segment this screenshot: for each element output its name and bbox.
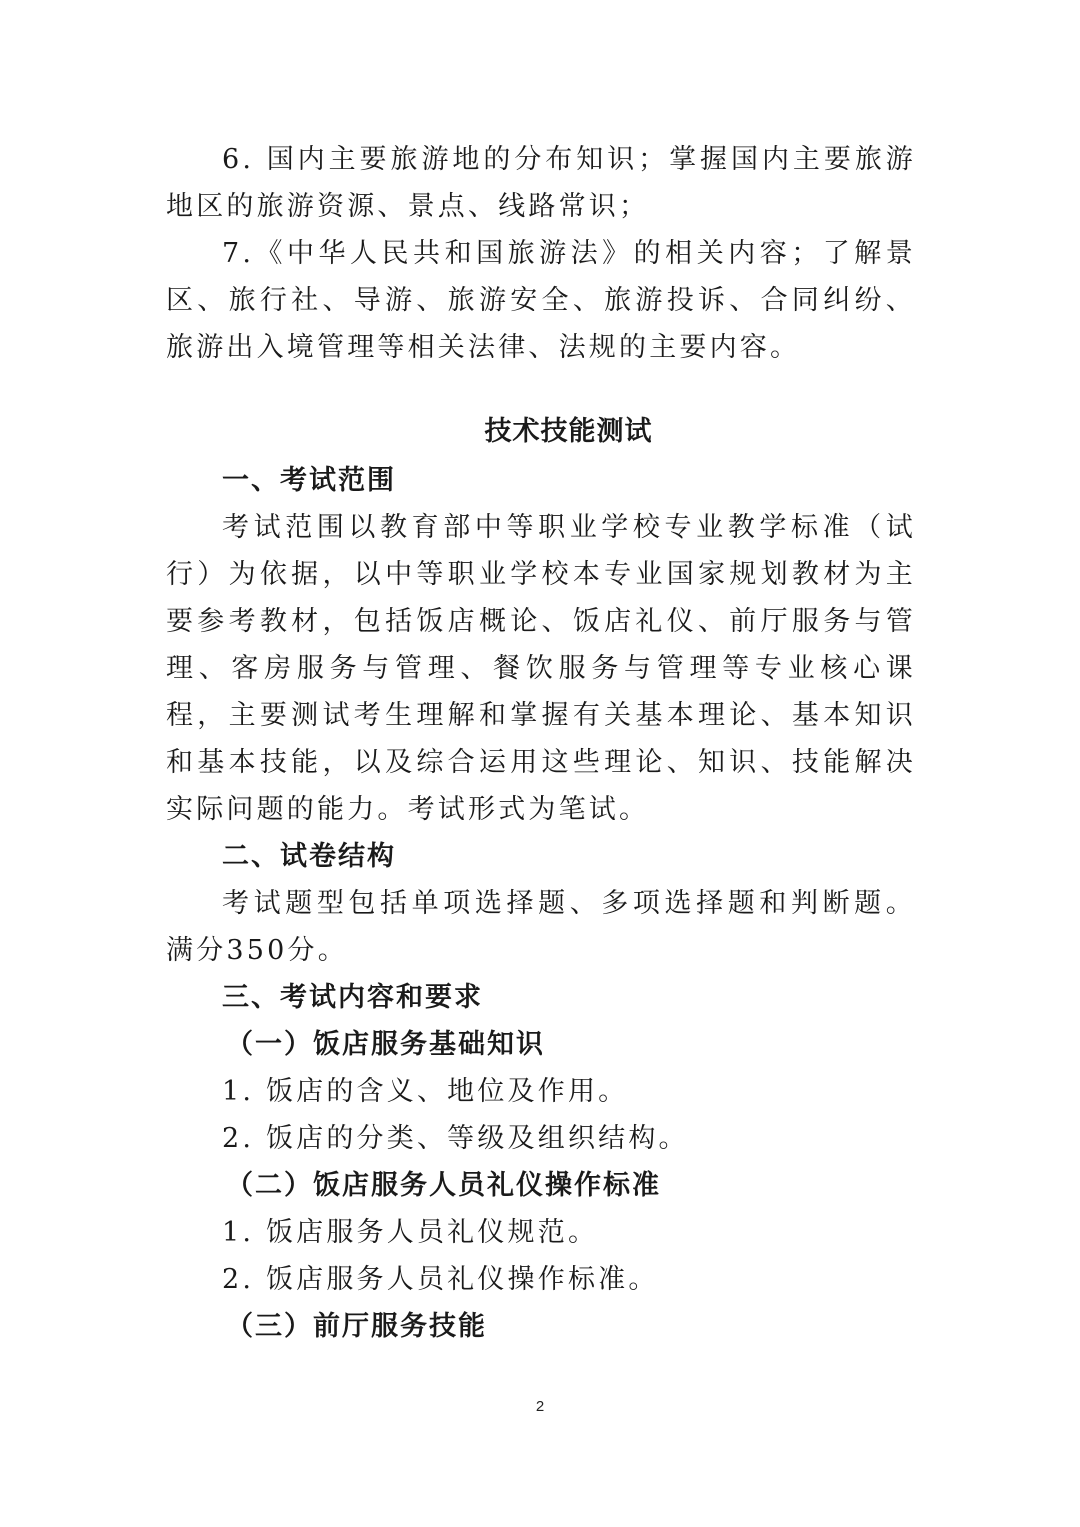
list-item: 1. 饭店的含义、地位及作用。 — [222, 1076, 629, 1107]
list-item: 2. 饭店的分类、等级及组织结构。 — [222, 1123, 689, 1154]
list-item: 2. 饭店服务人员礼仪操作标准。 — [222, 1264, 659, 1295]
page-number: 2 — [535, 1398, 545, 1415]
subheading-front-office: （三）前厅服务技能 — [226, 1311, 487, 1342]
heading-exam-scope: 一、考试范围 — [222, 465, 396, 496]
spacer — [166, 371, 916, 407]
paragraph-item-7: 7.《中华人民共和国旅游法》的相关内容；了解景区、旅行社、导游、旅游安全、旅游投诉、合同纠纷、旅游出入境管理等相关法律、法规的主要内容。 — [166, 238, 916, 363]
page-content — [166, 136, 916, 1350]
paragraph-paper-structure: 考试题型包括单项选择题、多项选择题和判断题。满分350分。 — [166, 888, 916, 966]
heading-paper-structure: 二、试卷结构 — [222, 841, 396, 872]
section-title: 技术技能测试 — [484, 416, 653, 447]
heading-exam-content: 三、考试内容和要求 — [222, 982, 483, 1013]
subheading-hotel-basics: （一）饭店服务基础知识 — [226, 1029, 545, 1060]
list-item: 1. 饭店服务人员礼仪规范。 — [222, 1217, 599, 1248]
subheading-etiquette: （二）饭店服务人员礼仪操作标准 — [226, 1170, 661, 1201]
paragraph-item-6: 6. 国内主要旅游地的分布知识；掌握国内主要旅游地区的旅游资源、景点、线路常识； — [166, 144, 916, 222]
paragraph-exam-scope: 考试范围以教育部中等职业学校专业教学标准（试行）为依据，以中等职业学校本专业国家规划教材为主要参考教材，包括饭店概论、饭店礼仪、前厅服务与管理、客房服务与管理、餐饮服务与管理等专业核心课程，主要测试考生理解和掌握有关基本理论、基本知识和基本技能，以及综合运用这些理论、知识、技能解决实际问题的能力。考试形式为笔试。 — [166, 512, 916, 825]
